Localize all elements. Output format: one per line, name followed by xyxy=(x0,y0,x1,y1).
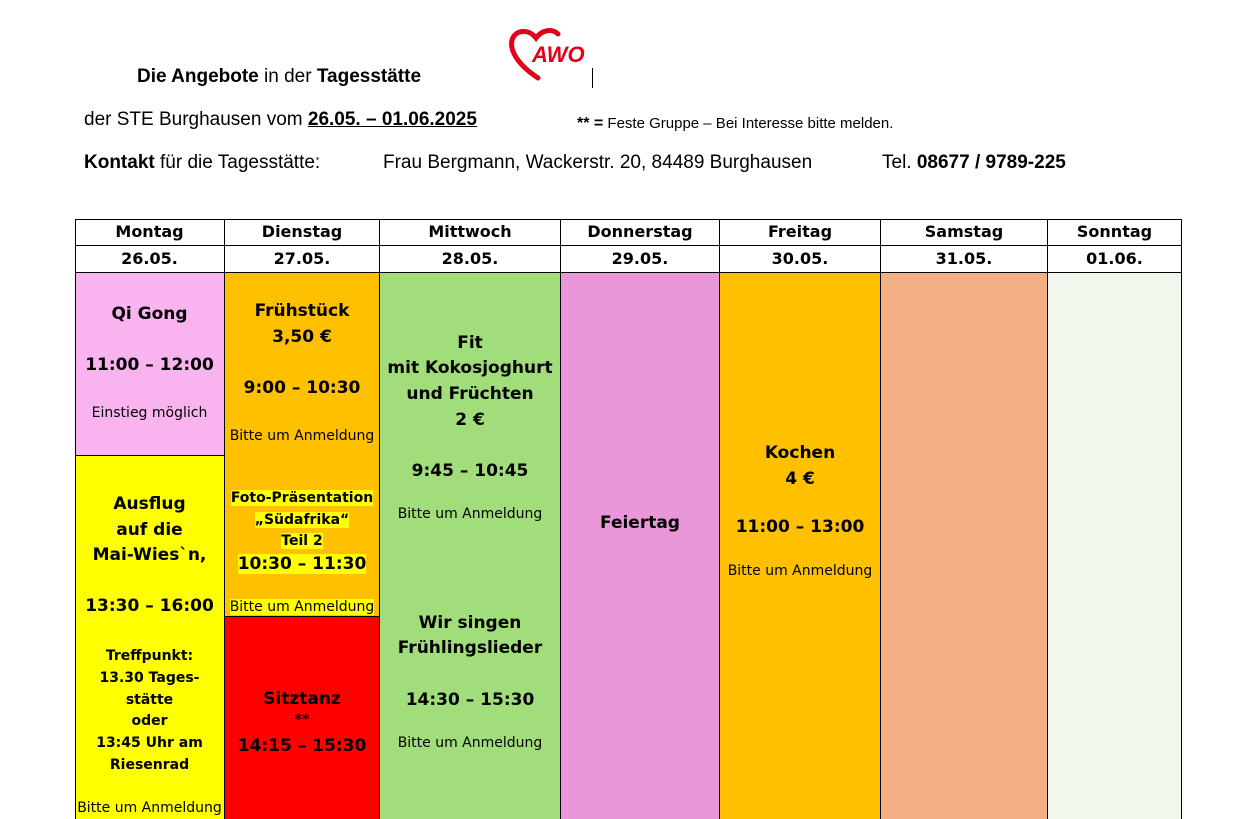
event-time: 11:00 – 13:00 xyxy=(735,517,865,537)
event-note: Bitte um Anmeldung xyxy=(727,563,873,579)
day-header-tuesday: Dienstag xyxy=(225,219,379,246)
date-range: 26.05. – 01.06.2025 xyxy=(307,109,477,130)
event-fit-singen xyxy=(380,273,560,819)
column-tuesday xyxy=(225,219,379,819)
column-thursday xyxy=(561,219,719,819)
title-bold-angebote: Die Angebote xyxy=(137,66,259,87)
event-price: 3,50 € xyxy=(272,327,332,347)
title-mid: in der xyxy=(258,66,317,87)
foto-title-3: Teil 2 xyxy=(281,533,323,549)
column-monday xyxy=(75,219,224,819)
subtitle-text: der STE Burghausen vom xyxy=(84,109,308,130)
singen-title-1: Wir singen xyxy=(418,613,522,633)
event-qigong xyxy=(75,273,224,456)
day-date-tuesday: 27.05. xyxy=(225,246,379,273)
fit-time: 9:45 – 10:45 xyxy=(411,461,529,481)
contact-label: Kontakt xyxy=(84,152,155,173)
event-title: Kochen xyxy=(764,443,836,463)
fit-title-2: mit Kokosjoghurt xyxy=(387,358,553,378)
event-feiertag xyxy=(561,273,719,819)
fixed-group-mark: ** xyxy=(294,712,310,728)
event-title: Sitztanz xyxy=(263,689,341,709)
event-time: 14:15 – 15:30 xyxy=(237,736,367,756)
text-cursor xyxy=(592,68,593,88)
event-time: 13:30 – 16:00 xyxy=(85,596,214,616)
group-note-mark: ** = xyxy=(577,115,604,132)
event-note: Einstieg möglich xyxy=(91,405,208,421)
day-date-wednesday: 28.05. xyxy=(380,246,560,273)
fit-price: 2 € xyxy=(455,410,485,430)
phone-number: 08677 / 9789-225 xyxy=(916,152,1066,173)
day-date-sunday: 01.06. xyxy=(1048,246,1181,273)
event-note: Bitte um Anmeldung xyxy=(229,428,375,444)
event-time: 9:00 – 10:30 xyxy=(243,378,361,398)
event-sitztanz xyxy=(225,617,379,819)
empty-sunday xyxy=(1048,273,1181,819)
contact-line xyxy=(84,152,320,174)
event-title-2: auf die xyxy=(116,520,183,540)
event-title: Qi Gong xyxy=(111,304,188,324)
foto-title-1: Foto-Präsentation xyxy=(230,490,374,506)
event-fruehstueck-foto xyxy=(225,273,379,617)
singen-title-2: Frühlingslieder xyxy=(397,638,543,658)
event-title: Frühstück xyxy=(254,301,350,321)
meeting-5: 13:45 Uhr am xyxy=(96,735,203,751)
day-date-saturday: 31.05. xyxy=(881,246,1047,273)
contact-phone xyxy=(882,152,1066,174)
singen-note: Bitte um Anmeldung xyxy=(397,735,543,751)
meeting-4: oder xyxy=(131,713,168,729)
event-kochen xyxy=(720,273,880,819)
awo-logo xyxy=(508,26,594,84)
holiday-label: Feiertag xyxy=(600,513,680,533)
foto-time: 10:30 – 11:30 xyxy=(237,554,367,574)
column-sunday xyxy=(1048,219,1181,819)
day-header-wednesday: Mittwoch xyxy=(380,219,560,246)
day-date-thursday: 29.05. xyxy=(561,246,719,273)
meeting-6: Riesenrad xyxy=(109,757,190,773)
column-friday xyxy=(720,219,880,819)
awo-logo-text: AWO xyxy=(532,42,585,67)
group-note-text: Feste Gruppe – Bei Interesse bitte melden. xyxy=(603,115,894,132)
empty-saturday xyxy=(881,273,1047,819)
day-header-saturday: Samstag xyxy=(881,219,1047,246)
subtitle-line xyxy=(84,109,477,131)
event-title-3: Mai-Wies`n, xyxy=(92,545,207,565)
group-note xyxy=(577,112,893,134)
phone-label: Tel. xyxy=(882,152,917,173)
event-note: Bitte um Anmeldung xyxy=(77,800,222,816)
column-saturday xyxy=(881,219,1047,819)
fit-note: Bitte um Anmeldung xyxy=(397,506,543,522)
event-title-1: Ausflug xyxy=(113,494,186,514)
day-date-friday: 30.05. xyxy=(720,246,880,273)
title-line xyxy=(137,66,421,88)
foto-note: Bitte um Anmeldung xyxy=(229,599,375,615)
day-header-thursday: Donnerstag xyxy=(561,219,719,246)
foto-title-2: „Südafrika“ xyxy=(254,512,350,528)
fit-title-3: und Früchten xyxy=(406,384,534,404)
meeting-1: Treffpunkt: xyxy=(105,648,194,664)
day-header-sunday: Sonntag xyxy=(1048,219,1181,246)
event-ausflug xyxy=(75,456,224,819)
title-bold-tagesstaette: Tagesstätte xyxy=(316,66,422,87)
day-header-friday: Freitag xyxy=(720,219,880,246)
contact-text: für die Tagesstätte: xyxy=(154,152,321,173)
fit-title-1: Fit xyxy=(457,333,483,353)
contact-address: Frau Bergmann, Wackerstr. 20, 84489 Burghausen xyxy=(383,152,813,173)
event-time: 11:00 – 12:00 xyxy=(85,355,214,375)
meeting-2: 13.30 Tages- xyxy=(99,670,200,686)
column-wednesday xyxy=(380,219,560,819)
day-date-monday: 26.05. xyxy=(75,246,224,273)
event-price: 4 € xyxy=(785,469,815,489)
schedule-table xyxy=(75,219,1182,819)
day-header-monday: Montag xyxy=(75,219,224,246)
singen-time: 14:30 – 15:30 xyxy=(405,690,535,710)
meeting-3: stätte xyxy=(125,692,174,708)
